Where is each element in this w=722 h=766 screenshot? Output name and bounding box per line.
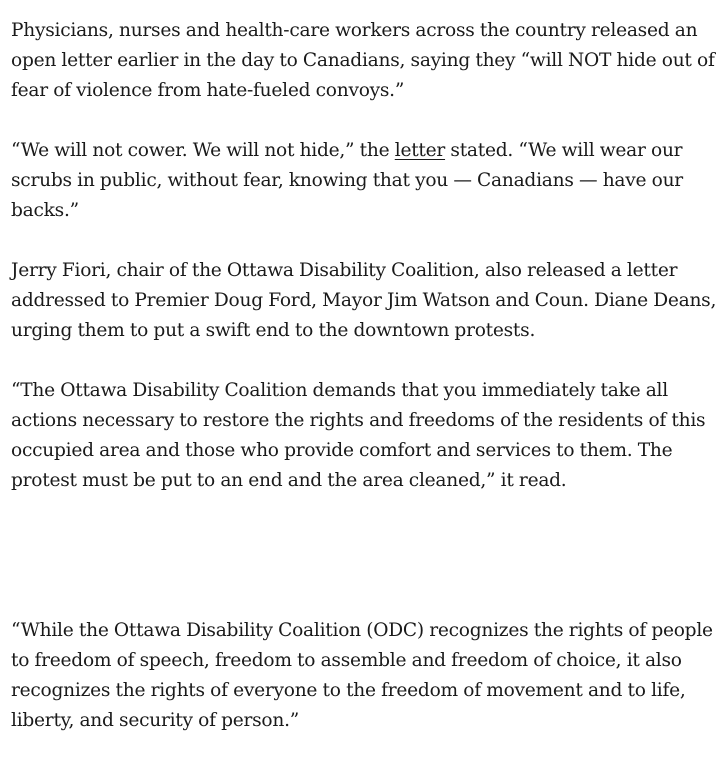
paragraph-letter-quote-end: stated. “We will wear our scrubs in public, without fear, knowing that you — Canadians — have our backs.” [11,140,683,221]
paragraph-jerry-fiori: Jerry Fiori, chair of the Ottawa Disability Coalition, also released a letter addressed to Premier Doug Ford, Mayor Jim Watson and Coun. Diane Deans, urging them to put a swift end to the downtown protests. [11,260,717,341]
paragraph-odc-demands: “The Ottawa Disability Coalition demands that you immediately take all actions necessary to restore the rights and freedoms of the residents of this occupied area and those who provide comfort and services to them. The protest must be put to an end and the area cleaned,” it read. [11,380,706,491]
paragraph-letter-quote-start: “We will not cower. We will not hide,” the [11,140,395,161]
paragraph-letter-quote [11,136,719,226]
paragraph-odc-recognizes: “While the Ottawa Disability Coalition (ODC) recognizes the rights of people to freedom of speech, freedom to assemble and freedom of choice, it also recognizes the rights of everyone to the freedom of movement and to life, liberty, and security of person.” [11,620,713,731]
letter-link[interactable]: letter [394,140,446,161]
article-body [11,16,719,766]
paragraph-open-letter: Physicians, nurses and health-care workers across the country released an open letter earlier in the day to Canadians, saying they “will NOT hide out of fear of violence from hate-fueled convoys.” [11,20,715,101]
